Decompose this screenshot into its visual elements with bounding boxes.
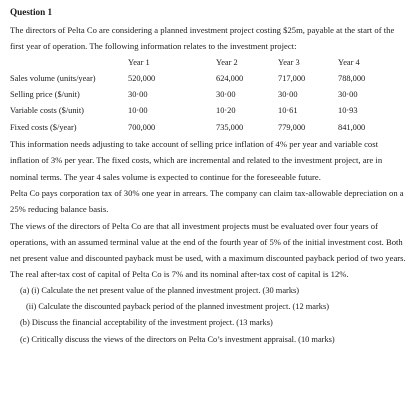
row-label: Sales volume (units/year) [10,73,96,83]
table-cell: 717,000 [278,73,306,83]
list-item: (b) Discuss the financial acceptability of the investment project. (13 marks) [20,318,273,328]
question-title: Question 1 [10,7,53,17]
table-row [10,71,402,87]
requirements-list [10,283,408,348]
table-cell: 30·00 [128,90,148,100]
intro-paragraph: The directors of Pelta Co are considering a planned investment project costing $25m, payable at the start of the first year of operation. The following information relates to the investment project: [10,25,395,52]
table-cell: 10·93 [338,106,358,116]
table-cell: 788,000 [338,73,366,83]
table-header-cell: Year 4 [338,57,360,67]
table-cell: 10·20 [216,106,236,116]
table-row [10,87,402,103]
row-label: Variable costs ($/unit) [10,106,84,116]
table-header-cell [10,55,128,71]
table-row [10,103,402,119]
list-item: (c) Critically discuss the views of the directors on Pelta Co’s investment appraisal. (10 marks) [20,334,335,344]
table-cell: 30·00 [338,90,358,100]
table-cell: 10·61 [278,106,298,116]
list-item: (ii) Calculate the discounted payback period of the planned investment project. (12 marks) [26,302,330,312]
table-header-row [10,55,402,71]
table-cell: 779,000 [278,122,306,132]
table-cell: 30·00 [216,90,236,100]
list-item: (a) (i) Calculate the net present value of the planned investment project. (30 marks) [20,285,300,295]
project-data-table [10,55,402,136]
table-header-cell: Year 1 [128,57,150,67]
table-cell: 30·00 [278,90,298,100]
table-cell: 624,000 [216,73,244,83]
table-cell: 735,000 [216,122,244,132]
row-label: Selling price ($/unit) [10,90,80,100]
table-header-cell: Year 3 [278,57,300,67]
directors-views-paragraph: The views of the directors of Pelta Co are that all investment projects must be evaluated over four years of operations, with an assumed terminal value at the end of the fourth year of 5% of the initial investment cost. Both net present value and discounted payback must be used, with a maximum discounted payback period of two years. The real after-tax cost of capital of Pelta Co is 7% and its nominal after-tax cost of capital is 12%. [10,220,406,280]
row-label: Fixed costs ($/year) [10,122,77,132]
table-header-cell: Year 2 [216,57,238,67]
table-row [10,120,402,136]
tax-paragraph: Pelta Co pays corporation tax of 30% one year in arrears. The company can claim tax-allowable depreciation on a 25% reducing balance basis. [10,187,404,215]
table-cell: 10·00 [128,106,148,116]
table-cell: 841,000 [338,122,366,132]
inflation-paragraph: This information needs adjusting to take account of selling price inflation of 4% per year and variable cost inflation of 3% per year. The fixed costs, which are incremental and related to the investment project, are in nominal terms. The year 4 sales volume is expected to continue for the foreseeable future. [10,139,383,182]
table-cell: 520,000 [128,73,156,83]
table-cell: 700,000 [128,122,156,132]
